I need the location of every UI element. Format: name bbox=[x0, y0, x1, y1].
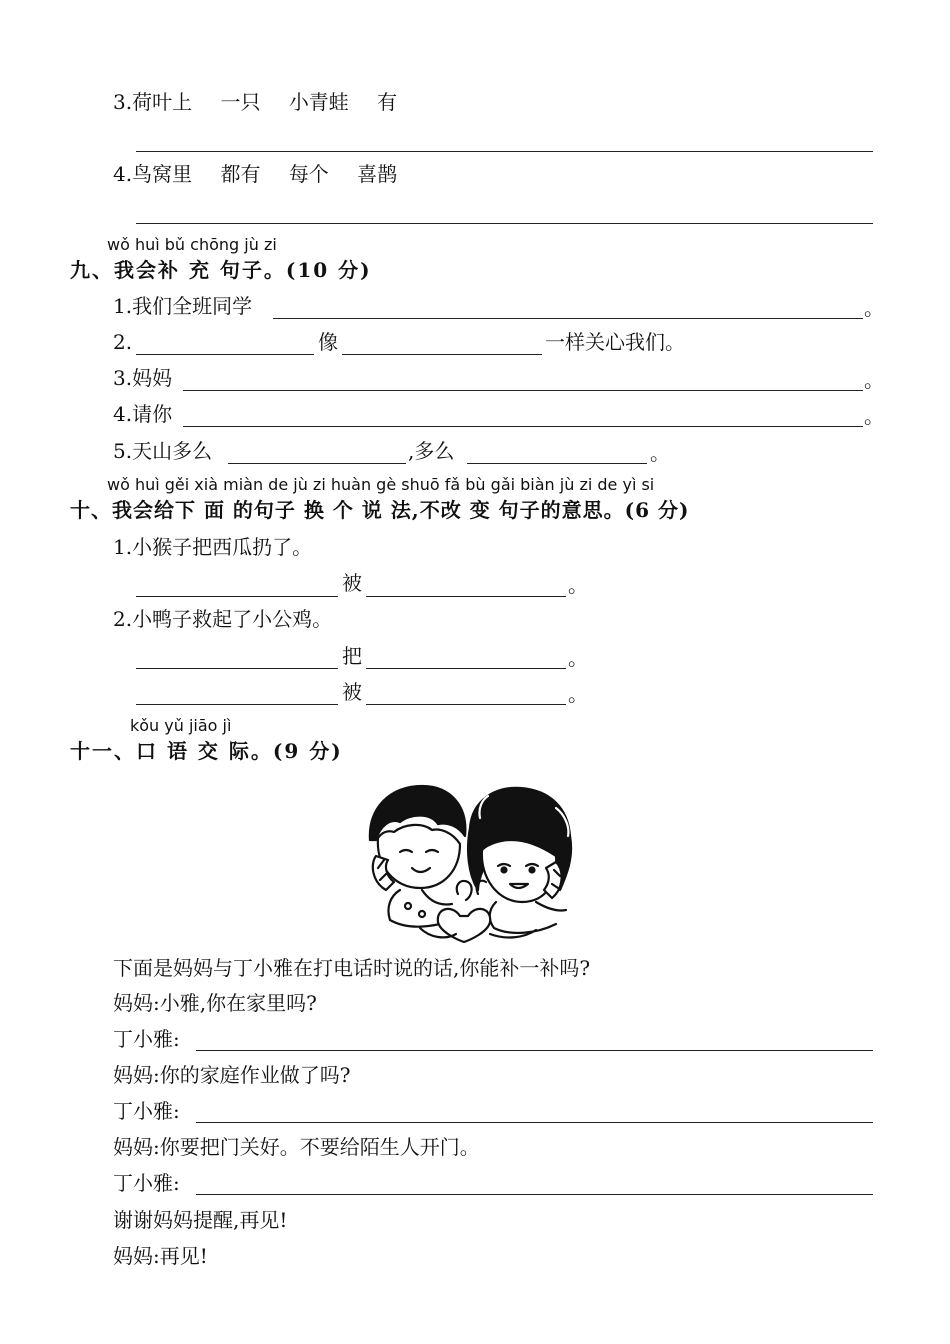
s9-item-1-blank[interactable] bbox=[273, 318, 863, 319]
s9-item-2-suffix: 一样关心我们。 bbox=[545, 330, 685, 354]
s11-dialog-7: 谢谢妈妈提醒,再见! bbox=[113, 1208, 288, 1232]
s11-intro: 下面是妈妈与丁小雅在打电话时说的话,你能补一补吗? bbox=[113, 956, 591, 980]
item-3-word-2: 小青蛙 bbox=[288, 90, 349, 114]
s9-item-5-prefix: 5.天山多么 bbox=[113, 439, 213, 463]
s10-q1-blank-1[interactable] bbox=[136, 596, 338, 597]
s9-item-2-prefix: 2. bbox=[113, 330, 133, 354]
s10-q1-blank-2[interactable] bbox=[366, 596, 566, 597]
s11-dialog-5: 妈妈:你要把门关好。不要给陌生人开门。 bbox=[113, 1135, 480, 1159]
s9-item-4-blank[interactable] bbox=[183, 426, 863, 427]
section-10-title: 十、我会给下 面 的句子 换 个 说 法,不改 变 句子的意思。(6 分) bbox=[70, 498, 690, 522]
section-9-title: 九、我会补 充 句子。(10 分) bbox=[70, 258, 372, 282]
sentence-item-3 bbox=[113, 90, 419, 114]
section-11-pinyin: kǒu yǔ jiāo jì bbox=[130, 716, 232, 735]
s9-item-2-blank-2[interactable] bbox=[342, 354, 542, 355]
s9-item-3-blank[interactable] bbox=[183, 390, 863, 391]
item-3-label: 3.荷叶上 bbox=[113, 90, 193, 114]
section-10-pinyin: wǒ huì gěi xià miàn de jù zi huàn gè shuō fǎ bù gǎi biàn jù zi de yì si bbox=[107, 475, 655, 494]
item-4-word-3: 喜鹊 bbox=[357, 162, 398, 186]
s9-item-4-suffix: 。 bbox=[864, 404, 884, 428]
answer-line-item-3[interactable] bbox=[136, 151, 873, 152]
s10-question-1: 1.小猴子把西瓜扔了。 bbox=[113, 535, 313, 559]
item-3-word-1: 一只 bbox=[220, 90, 261, 114]
s11-answer-line-3[interactable] bbox=[196, 1194, 873, 1195]
s10-q2a-blank-1[interactable] bbox=[136, 668, 338, 669]
s11-dialog-2: 丁小雅: bbox=[113, 1027, 180, 1051]
s9-item-2-middle: 像 bbox=[318, 330, 338, 354]
s10-q2b-blank-2[interactable] bbox=[366, 704, 566, 705]
s11-dialog-4: 丁小雅: bbox=[113, 1099, 180, 1123]
s11-dialog-1: 妈妈:小雅,你在家里吗? bbox=[113, 991, 317, 1015]
s9-item-5-middle: ,多么 bbox=[408, 439, 455, 463]
s10-q2b-period: 。 bbox=[568, 682, 588, 706]
item-4-word-1: 都有 bbox=[220, 162, 261, 186]
s10-q2-word-1: 把 bbox=[342, 644, 362, 668]
item-4-label: 4.鸟窝里 bbox=[113, 162, 193, 186]
sentence-item-4 bbox=[113, 162, 419, 186]
s10-question-2: 2.小鸭子救起了小公鸡。 bbox=[113, 607, 333, 631]
s11-answer-line-1[interactable] bbox=[196, 1050, 873, 1051]
s10-q2b-blank-1[interactable] bbox=[136, 704, 338, 705]
section-11-title: 十一、口 语 交 际。(9 分) bbox=[70, 739, 343, 763]
s9-item-5-blank-2[interactable] bbox=[467, 463, 647, 464]
s10-q2-word-2: 被 bbox=[342, 680, 362, 704]
s9-item-4-prefix: 4.请你 bbox=[113, 402, 173, 426]
s11-answer-line-2[interactable] bbox=[196, 1122, 873, 1123]
s11-dialog-6: 丁小雅: bbox=[113, 1171, 180, 1195]
answer-line-item-4[interactable] bbox=[136, 223, 873, 224]
phone-call-illustration bbox=[360, 778, 585, 943]
s9-item-1-prefix: 1.我们全班同学 bbox=[113, 294, 253, 318]
s9-item-5-suffix: 。 bbox=[650, 441, 670, 465]
s11-dialog-8: 妈妈:再见! bbox=[113, 1244, 208, 1268]
s9-item-3-prefix: 3.妈妈 bbox=[113, 366, 173, 390]
s10-q1-period: 。 bbox=[568, 573, 588, 597]
item-4-word-2: 每个 bbox=[288, 162, 329, 186]
s10-q2a-period: 。 bbox=[568, 646, 588, 670]
s9-item-2-blank-1[interactable] bbox=[136, 354, 314, 355]
s11-dialog-3: 妈妈:你的家庭作业做了吗? bbox=[113, 1063, 351, 1087]
s10-q1-word: 被 bbox=[342, 571, 362, 595]
s9-item-1-suffix: 。 bbox=[864, 296, 884, 320]
s9-item-3-suffix: 。 bbox=[864, 368, 884, 392]
section-9-pinyin: wǒ huì bǔ chōng jù zi bbox=[107, 235, 277, 254]
s9-item-5-blank-1[interactable] bbox=[228, 463, 406, 464]
item-3-word-3: 有 bbox=[377, 90, 398, 114]
s10-q2a-blank-2[interactable] bbox=[366, 668, 566, 669]
